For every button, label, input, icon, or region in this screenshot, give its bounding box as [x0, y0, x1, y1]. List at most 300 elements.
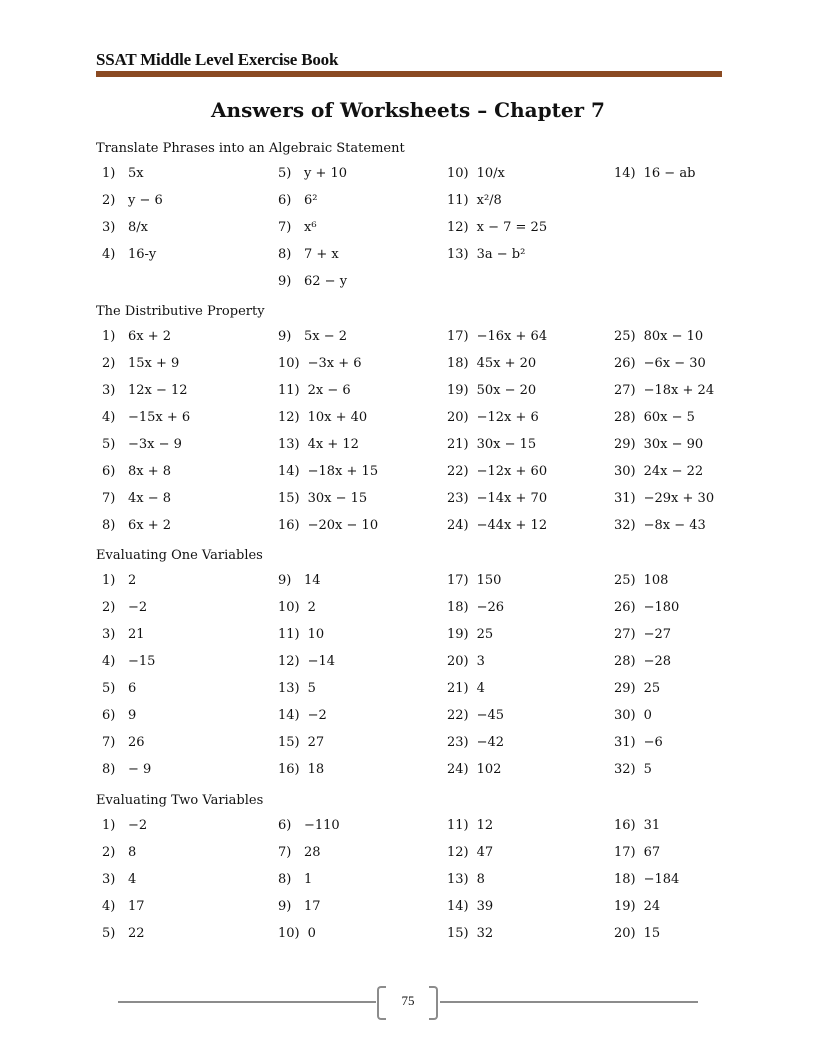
answer-value: 14 — [304, 573, 321, 588]
answer-value: 30x − 15 — [307, 491, 368, 506]
answer-number: 11) — [278, 383, 300, 398]
answer-value: 12 — [476, 818, 494, 833]
answer-number: 3) — [102, 220, 116, 235]
answer-column — [102, 160, 163, 268]
answer-value: −14x + 70 — [476, 491, 548, 506]
answer-item — [614, 160, 695, 187]
answer-item — [278, 729, 335, 756]
answer-item — [102, 920, 147, 947]
answer-item — [278, 812, 340, 839]
answer-item — [614, 702, 679, 729]
answer-value: 4x + 12 — [307, 437, 359, 452]
answer-item — [278, 594, 335, 621]
answer-number: 10) — [278, 356, 300, 371]
header-rule — [96, 71, 722, 77]
answer-number: 14) — [447, 899, 469, 914]
answer-value: 47 — [476, 845, 494, 860]
answer-value: −3x + 6 — [307, 356, 362, 371]
answer-item — [447, 512, 547, 539]
answer-value: −184 — [643, 872, 680, 887]
answer-number: 6) — [278, 193, 292, 208]
answer-value: 15 — [643, 926, 661, 941]
answer-value: 16-y — [128, 247, 157, 262]
answer-number: 27) — [614, 627, 636, 642]
answer-number: 29) — [614, 681, 636, 696]
answer-item — [102, 621, 155, 648]
answer-number: 8) — [102, 518, 116, 533]
answer-number: 20) — [614, 926, 636, 941]
answer-value: 17 — [128, 899, 145, 914]
book-title: SSAT Middle Level Exercise Book — [96, 50, 339, 69]
answer-item — [278, 621, 335, 648]
answer-item — [278, 893, 340, 920]
answer-item — [614, 458, 714, 485]
answer-value: −16x + 64 — [476, 329, 548, 344]
answer-value: −110 — [304, 818, 340, 833]
answer-value: 32 — [476, 926, 494, 941]
answer-item — [614, 431, 714, 458]
answer-value: x⁶ — [304, 220, 317, 235]
answer-item — [278, 648, 335, 675]
answer-item — [278, 160, 347, 187]
answer-item — [447, 323, 547, 350]
answer-number: 16) — [614, 818, 636, 833]
answer-number: 6) — [102, 464, 116, 479]
answer-item — [278, 567, 335, 594]
answer-number: 14) — [278, 708, 300, 723]
answer-item — [614, 485, 714, 512]
answer-item — [447, 160, 547, 187]
answer-value: −6 — [643, 735, 663, 750]
answer-value: 31 — [643, 818, 661, 833]
answer-item — [614, 512, 714, 539]
answer-number: 23) — [447, 491, 469, 506]
answer-value: 8x + 8 — [128, 464, 172, 479]
answer-value: x − 7 = 25 — [476, 220, 548, 235]
answer-number: 1) — [102, 329, 116, 344]
answer-value: 2 — [307, 600, 316, 615]
answer-number: 7) — [102, 491, 116, 506]
answer-value: − 9 — [128, 762, 152, 777]
answer-item — [614, 350, 714, 377]
answer-item — [447, 756, 504, 783]
answer-value: −45 — [476, 708, 505, 723]
answer-number: 2) — [102, 600, 116, 615]
answer-value: 62 − y — [304, 274, 348, 289]
answer-value: −44x + 12 — [476, 518, 548, 533]
answer-item — [102, 893, 147, 920]
answer-value: −2 — [307, 708, 327, 723]
answer-value: 21 — [128, 627, 145, 642]
answer-value: −12x + 6 — [476, 410, 539, 425]
answer-item — [447, 839, 493, 866]
page-number: 75 — [401, 993, 415, 1008]
answer-value: 108 — [643, 573, 669, 588]
answer-item — [102, 675, 155, 702]
answer-value: −2 — [128, 818, 148, 833]
answer-value: 6 — [128, 681, 137, 696]
answer-column — [447, 812, 493, 947]
answer-number: 13) — [278, 681, 300, 696]
answer-item — [614, 648, 679, 675]
answer-value: y + 10 — [304, 166, 348, 181]
answer-number: 19) — [447, 383, 469, 398]
answer-number: 5) — [102, 926, 116, 941]
answer-item — [102, 812, 147, 839]
answer-number: 28) — [614, 654, 636, 669]
page-title: Answers of Worksheets – Chapter 7 — [211, 98, 605, 122]
answer-item — [102, 512, 190, 539]
answer-number: 4) — [102, 899, 116, 914]
answer-column — [447, 567, 504, 783]
answer-number: 13) — [447, 247, 469, 262]
answer-column — [614, 567, 679, 783]
answer-number: 24) — [447, 518, 469, 533]
answer-item — [447, 214, 547, 241]
answer-number: 15) — [447, 926, 469, 941]
answer-value: 4x − 8 — [128, 491, 172, 506]
answer-number: 3) — [102, 627, 116, 642]
answer-number: 17) — [614, 845, 636, 860]
answer-item — [102, 567, 155, 594]
answer-item — [102, 187, 163, 214]
answer-item — [447, 621, 504, 648]
answer-value: −3x − 9 — [128, 437, 182, 452]
answer-value: −18x + 15 — [307, 464, 379, 479]
answer-item — [447, 729, 504, 756]
answer-value: −20x − 10 — [307, 518, 379, 533]
answer-number: 9) — [278, 573, 292, 588]
answer-item — [614, 920, 679, 947]
answer-value: 10x + 40 — [307, 410, 368, 425]
answer-item — [614, 729, 679, 756]
answer-section — [96, 790, 736, 941]
answer-number: 9) — [278, 329, 292, 344]
answer-item — [614, 323, 714, 350]
answer-value: 39 — [476, 899, 494, 914]
answer-number: 1) — [102, 166, 116, 181]
answer-item — [278, 866, 340, 893]
answer-item — [102, 729, 155, 756]
answer-number: 7) — [278, 845, 292, 860]
answer-column — [614, 812, 679, 947]
answer-value: 30x − 90 — [643, 437, 704, 452]
answer-column — [278, 812, 340, 947]
answer-column — [278, 567, 335, 783]
answer-number: 24) — [447, 762, 469, 777]
answer-number: 22) — [447, 708, 469, 723]
page-bracket-right — [429, 986, 438, 1020]
answer-number: 7) — [102, 735, 116, 750]
answer-item — [278, 323, 378, 350]
answer-item — [102, 839, 147, 866]
answer-number: 20) — [447, 654, 469, 669]
answer-item — [447, 812, 493, 839]
answer-number: 9) — [278, 274, 292, 289]
answer-item — [614, 675, 679, 702]
answer-number: 21) — [447, 681, 469, 696]
answer-number: 30) — [614, 464, 636, 479]
answer-item — [278, 485, 378, 512]
answer-item — [447, 567, 504, 594]
answer-value: x²/8 — [476, 193, 502, 208]
answer-value: 6x + 2 — [128, 329, 172, 344]
answer-item — [614, 866, 679, 893]
footer-line-right — [440, 1001, 698, 1003]
answer-value: −8x − 43 — [643, 518, 706, 533]
answer-value: 8 — [128, 845, 137, 860]
answer-item — [278, 512, 378, 539]
answer-item — [278, 675, 335, 702]
answer-item — [447, 350, 547, 377]
answer-value: 15x + 9 — [128, 356, 180, 371]
answer-number: 8) — [278, 247, 292, 262]
answer-number: 20) — [447, 410, 469, 425]
page-bracket-left — [377, 986, 386, 1020]
answer-value: −14 — [307, 654, 336, 669]
answer-value: 45x + 20 — [476, 356, 537, 371]
answer-value: 102 — [476, 762, 502, 777]
answer-column — [278, 323, 378, 539]
answer-number: 16) — [278, 518, 300, 533]
answer-value: 2 — [128, 573, 137, 588]
answer-number: 11) — [447, 818, 469, 833]
answer-item — [447, 187, 547, 214]
answer-number: 8) — [278, 872, 292, 887]
answer-value: −15 — [128, 654, 156, 669]
answer-number: 26) — [614, 600, 636, 615]
answer-value: 5x — [128, 166, 144, 181]
answer-value: 10/x — [476, 166, 505, 181]
answer-number: 13) — [278, 437, 300, 452]
answer-number: 4) — [102, 247, 116, 262]
answer-number: 32) — [614, 518, 636, 533]
answer-value: 27 — [307, 735, 325, 750]
answer-number: 12) — [447, 220, 469, 235]
answer-item — [447, 377, 547, 404]
answer-number: 10) — [278, 926, 300, 941]
answer-item — [278, 268, 347, 295]
answer-value: y − 6 — [128, 193, 163, 208]
answer-item — [278, 458, 378, 485]
answer-item — [102, 648, 155, 675]
answer-value: 17 — [304, 899, 321, 914]
answer-item — [447, 594, 504, 621]
answer-column — [102, 812, 147, 947]
answer-item — [447, 866, 493, 893]
answer-value: 22 — [128, 926, 145, 941]
answer-column — [102, 567, 155, 783]
answer-item — [614, 812, 679, 839]
answer-item — [447, 702, 504, 729]
answer-value: 3 — [476, 654, 485, 669]
answer-item — [447, 431, 547, 458]
answer-value: −42 — [476, 735, 505, 750]
answer-item — [102, 241, 163, 268]
answer-section — [96, 138, 736, 289]
answer-number: 4) — [102, 410, 116, 425]
answer-number: 19) — [614, 899, 636, 914]
answer-number: 1) — [102, 573, 116, 588]
answer-number: 11) — [278, 627, 300, 642]
answer-number: 31) — [614, 735, 636, 750]
answer-number: 28) — [614, 410, 636, 425]
answer-item — [614, 893, 679, 920]
answer-item — [102, 404, 190, 431]
answer-value: 30x − 15 — [476, 437, 537, 452]
answer-item — [614, 377, 714, 404]
answer-item — [278, 702, 335, 729]
answer-value: 1 — [304, 872, 313, 887]
answer-item — [278, 214, 347, 241]
answer-number: 27) — [614, 383, 636, 398]
answer-number: 14) — [278, 464, 300, 479]
answer-value: −27 — [643, 627, 672, 642]
answer-item — [102, 350, 190, 377]
answer-item — [614, 621, 679, 648]
answer-value: 4 — [476, 681, 485, 696]
answer-value: 3a − b² — [476, 247, 526, 262]
answer-number: 22) — [447, 464, 469, 479]
answer-number: 29) — [614, 437, 636, 452]
answer-item — [102, 458, 190, 485]
answer-number: 15) — [278, 491, 300, 506]
answer-value: 25 — [643, 681, 661, 696]
answer-number: 31) — [614, 491, 636, 506]
answer-item — [447, 241, 547, 268]
answer-item — [278, 920, 340, 947]
answer-item — [102, 594, 155, 621]
answer-number: 2) — [102, 193, 116, 208]
answer-item — [278, 404, 378, 431]
answer-item — [614, 839, 679, 866]
answer-item — [447, 893, 493, 920]
answer-value: −6x − 30 — [643, 356, 706, 371]
answer-value: 4 — [128, 872, 137, 887]
answer-value: 0 — [643, 708, 652, 723]
section-title: Evaluating Two Variables — [96, 793, 264, 808]
answer-number: 16) — [278, 762, 300, 777]
answer-item — [102, 702, 155, 729]
answer-value: 24x − 22 — [643, 464, 704, 479]
answer-value: −29x + 30 — [643, 491, 715, 506]
answer-number: 26) — [614, 356, 636, 371]
answer-item — [278, 377, 378, 404]
answer-number: 14) — [614, 166, 636, 181]
answer-value: 7 + x — [304, 247, 339, 262]
answer-number: 2) — [102, 845, 116, 860]
answer-value: 2x − 6 — [307, 383, 351, 398]
answer-number: 2) — [102, 356, 116, 371]
answer-item — [102, 323, 190, 350]
answer-item — [278, 431, 378, 458]
answer-number: 18) — [447, 356, 469, 371]
answer-number: 5) — [102, 681, 116, 696]
answer-item — [102, 160, 163, 187]
answer-item — [278, 187, 347, 214]
answer-item — [447, 675, 504, 702]
answer-number: 6) — [278, 818, 292, 833]
answer-number: 3) — [102, 872, 116, 887]
answer-item — [278, 241, 347, 268]
answer-number: 10) — [447, 166, 469, 181]
answer-number: 8) — [102, 762, 116, 777]
answer-column — [102, 323, 190, 539]
answer-number: 17) — [447, 329, 469, 344]
answer-value: 18 — [307, 762, 325, 777]
answer-number: 6) — [102, 708, 116, 723]
answer-item — [102, 756, 155, 783]
answer-item — [278, 839, 340, 866]
answer-number: 18) — [614, 872, 636, 887]
answer-value: −180 — [643, 600, 680, 615]
answer-value: 9 — [128, 708, 137, 723]
answer-item — [102, 485, 190, 512]
answer-number: 18) — [447, 600, 469, 615]
answer-item — [278, 350, 378, 377]
answer-item — [614, 567, 679, 594]
answer-number: 11) — [447, 193, 469, 208]
answer-value: −2 — [128, 600, 148, 615]
answer-number: 5) — [278, 166, 292, 181]
answer-value: 50x − 20 — [476, 383, 537, 398]
answer-value: −12x + 60 — [476, 464, 548, 479]
answer-number: 12) — [447, 845, 469, 860]
answer-number: 25) — [614, 329, 636, 344]
answer-value: 5x − 2 — [304, 329, 348, 344]
answer-number: 4) — [102, 654, 116, 669]
answer-value: 6² — [304, 193, 318, 208]
answer-section — [96, 301, 736, 533]
answer-number: 12) — [278, 410, 300, 425]
answer-number: 19) — [447, 627, 469, 642]
answer-value: −26 — [476, 600, 505, 615]
answer-number: 7) — [278, 220, 292, 235]
answer-value: 5 — [643, 762, 652, 777]
answer-number: 5) — [102, 437, 116, 452]
answer-item — [614, 756, 679, 783]
answer-column — [447, 323, 547, 539]
answer-item — [102, 866, 147, 893]
answer-value: −28 — [643, 654, 672, 669]
answer-item — [614, 404, 714, 431]
answer-number: 23) — [447, 735, 469, 750]
answer-column — [447, 160, 547, 268]
answer-number: 13) — [447, 872, 469, 887]
answer-item — [614, 594, 679, 621]
answer-item — [278, 756, 335, 783]
answer-number: 10) — [278, 600, 300, 615]
section-title: The Distributive Property — [96, 304, 265, 319]
answer-item — [447, 485, 547, 512]
answer-value: 0 — [307, 926, 316, 941]
answer-value: 6x + 2 — [128, 518, 172, 533]
answer-section — [96, 545, 736, 777]
answer-value: −15x + 6 — [128, 410, 191, 425]
answer-value: 8/x — [128, 220, 148, 235]
answer-value: 150 — [476, 573, 502, 588]
answer-value: 26 — [128, 735, 145, 750]
answer-value: 28 — [304, 845, 321, 860]
answer-item — [447, 920, 493, 947]
answer-number: 30) — [614, 708, 636, 723]
answer-value: 67 — [643, 845, 661, 860]
answer-value: 25 — [476, 627, 494, 642]
answer-item — [447, 458, 547, 485]
answer-column — [614, 160, 695, 187]
answer-number: 32) — [614, 762, 636, 777]
answer-number: 9) — [278, 899, 292, 914]
